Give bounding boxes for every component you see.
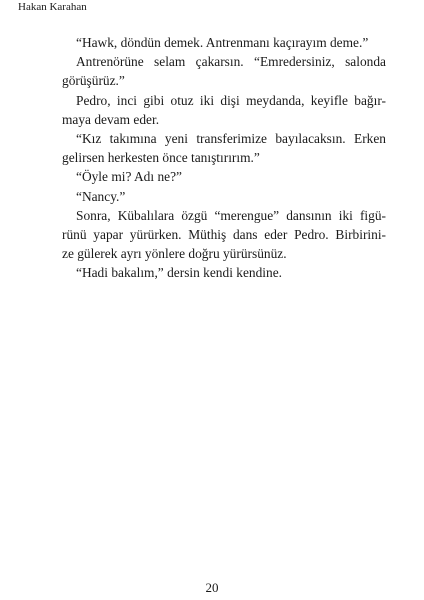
text-line: Antrenörüne selam çakarsın. “Emredersiniz, salonda [76,54,386,70]
page-number: 20 [205,580,219,595]
text-line: “Hawk, döndün demek. Antrenmanı kaçırayım deme.” [76,35,369,50]
text-line: “Hadi bakalım,” dersin kendi kendine. [76,265,282,281]
text-line: gelirsen herkesten önce tanıştırırım.” [62,150,260,166]
text-line: ze gülerek ayrı yönlere doğru yürürsünüz. [62,246,287,262]
text-line: maya devam eder. [62,111,160,127]
text-line: “Öyle mi? Adı ne?” [76,169,182,185]
text-line: Sonra, Kübalılara özgü “merengue” dansının iki figü- [76,207,386,223]
body-text [62,33,386,282]
text-line: görüşürüz.” [62,73,125,89]
text-line: “Nancy.” [76,188,126,204]
text-line: “Kız takımına yeni transferimize bayılacaksın. Erken [76,130,386,146]
text-line: rünü yapar yürürken. Müthiş dans eder Pedro. Birbirini- [62,226,386,242]
text-line: Pedro, inci gibi otuz iki dişi meydanda, keyifle bağır- [76,92,386,108]
running-head: Hakan Karahan [18,1,87,13]
